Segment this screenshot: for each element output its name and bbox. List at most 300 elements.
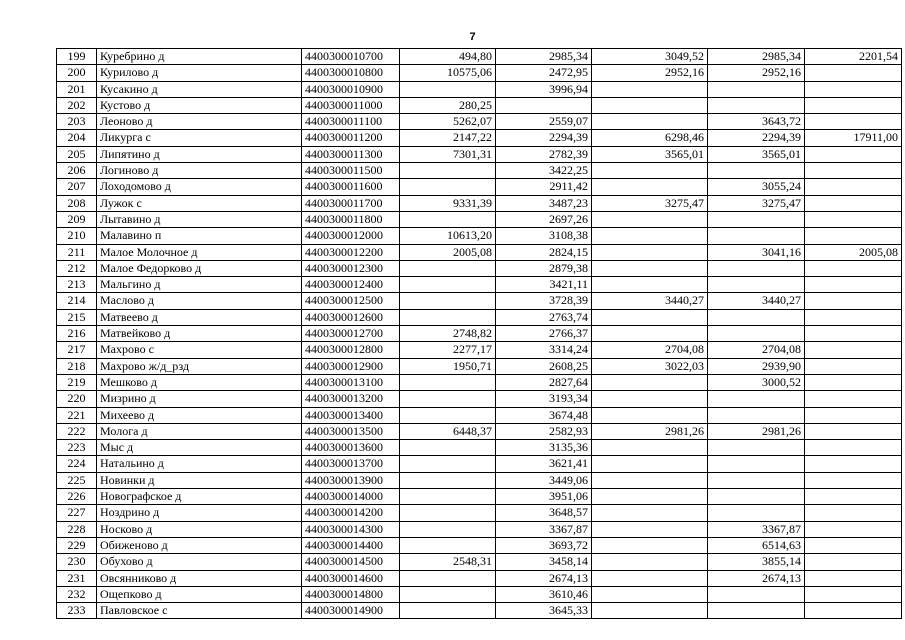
- settlement-name: Липятино д: [97, 146, 302, 162]
- value-col-5: 2559,07: [496, 114, 592, 130]
- row-number: 232: [57, 586, 97, 602]
- settlement-code: 4400300010900: [302, 81, 400, 97]
- settlement-name: Мальгино д: [97, 277, 302, 293]
- row-number: 211: [57, 244, 97, 260]
- value-col-5: 3135,36: [496, 440, 592, 456]
- value-col-7: [708, 440, 805, 456]
- value-col-6: [592, 228, 708, 244]
- settlement-name: Куребрино д: [97, 49, 302, 65]
- row-number: 202: [57, 97, 97, 113]
- settlement-code: 4400300011600: [302, 179, 400, 195]
- value-col-7: [708, 228, 805, 244]
- value-col-8: [805, 505, 902, 521]
- settlement-code: 4400300012200: [302, 244, 400, 260]
- value-col-7: [708, 407, 805, 423]
- settlement-code: 4400300011300: [302, 146, 400, 162]
- value-col-5: 3610,46: [496, 586, 592, 602]
- value-col-4: [400, 374, 496, 390]
- value-col-6: 3049,52: [592, 49, 708, 65]
- value-col-4: 2277,17: [400, 342, 496, 358]
- row-number: 227: [57, 505, 97, 521]
- value-col-6: [592, 163, 708, 179]
- value-col-5: 3458,14: [496, 554, 592, 570]
- value-col-7: 3367,87: [708, 521, 805, 537]
- settlement-code: 4400300011800: [302, 211, 400, 227]
- value-col-6: [592, 114, 708, 130]
- value-col-7: [708, 163, 805, 179]
- row-number: 218: [57, 358, 97, 374]
- value-col-6: 2981,26: [592, 423, 708, 439]
- settlement-code: 4400300011500: [302, 163, 400, 179]
- value-col-5: 2294,39: [496, 130, 592, 146]
- settlement-code: 4400300014600: [302, 570, 400, 586]
- settlement-name: Носково д: [97, 521, 302, 537]
- value-col-5: 2911,42: [496, 179, 592, 195]
- value-col-7: 3275,47: [708, 195, 805, 211]
- settlement-name: Курилово д: [97, 65, 302, 81]
- value-col-5: 3449,06: [496, 472, 592, 488]
- value-col-4: [400, 489, 496, 505]
- table-row: [57, 49, 902, 65]
- value-col-5: 3621,41: [496, 456, 592, 472]
- value-col-8: [805, 211, 902, 227]
- settlement-code: 4400300013400: [302, 407, 400, 423]
- value-col-7: 3041,16: [708, 244, 805, 260]
- value-col-5: 3193,34: [496, 391, 592, 407]
- settlement-code: 4400300013700: [302, 456, 400, 472]
- value-col-6: [592, 326, 708, 342]
- value-col-6: 3022,03: [592, 358, 708, 374]
- value-col-7: [708, 211, 805, 227]
- table-row: [57, 81, 902, 97]
- row-number: 220: [57, 391, 97, 407]
- value-col-5: 3314,24: [496, 342, 592, 358]
- value-col-7: 3440,27: [708, 293, 805, 309]
- value-col-4: 280,25: [400, 97, 496, 113]
- value-col-8: [805, 97, 902, 113]
- value-col-4: [400, 260, 496, 276]
- value-col-8: [805, 163, 902, 179]
- value-col-7: 2939,90: [708, 358, 805, 374]
- table-row: [57, 440, 902, 456]
- settlement-name: Молога д: [97, 423, 302, 439]
- row-number: 226: [57, 489, 97, 505]
- table-row: [57, 163, 902, 179]
- value-col-8: [805, 179, 902, 195]
- row-number: 223: [57, 440, 97, 456]
- settlement-name: Матвеево д: [97, 309, 302, 325]
- table-row: [57, 179, 902, 195]
- row-number: 203: [57, 114, 97, 130]
- value-col-4: [400, 537, 496, 553]
- value-col-8: [805, 309, 902, 325]
- settlement-code: 4400300013100: [302, 374, 400, 390]
- table-row: [57, 358, 902, 374]
- value-col-8: [805, 114, 902, 130]
- value-col-5: 3422,25: [496, 163, 592, 179]
- value-col-5: 3421,11: [496, 277, 592, 293]
- value-col-6: [592, 472, 708, 488]
- value-col-4: 10575,06: [400, 65, 496, 81]
- value-col-6: 3275,47: [592, 195, 708, 211]
- value-col-4: [400, 586, 496, 602]
- value-col-5: 2472,95: [496, 65, 592, 81]
- value-col-4: [400, 505, 496, 521]
- row-number: 215: [57, 309, 97, 325]
- value-col-6: [592, 244, 708, 260]
- value-col-6: 6298,46: [592, 130, 708, 146]
- value-col-6: 2704,08: [592, 342, 708, 358]
- settlement-code: 4400300014200: [302, 505, 400, 521]
- table-row: [57, 407, 902, 423]
- settlement-name: Махрово с: [97, 342, 302, 358]
- settlement-name: Кусакино д: [97, 81, 302, 97]
- value-col-5: 3728,39: [496, 293, 592, 309]
- table-row: [57, 195, 902, 211]
- table-row: [57, 244, 902, 260]
- row-number: 199: [57, 49, 97, 65]
- table-row: [57, 309, 902, 325]
- value-col-7: 3643,72: [708, 114, 805, 130]
- settlement-code: 4400300014000: [302, 489, 400, 505]
- value-col-6: [592, 260, 708, 276]
- value-col-5: 3648,57: [496, 505, 592, 521]
- settlement-name: Кустово д: [97, 97, 302, 113]
- settlement-code: 4400300014300: [302, 521, 400, 537]
- value-col-5: 2608,25: [496, 358, 592, 374]
- value-col-8: [805, 391, 902, 407]
- value-col-4: [400, 440, 496, 456]
- settlement-name: Лоходомово д: [97, 179, 302, 195]
- row-number: 213: [57, 277, 97, 293]
- value-col-8: [805, 228, 902, 244]
- value-col-8: [805, 342, 902, 358]
- settlement-code: 4400300011200: [302, 130, 400, 146]
- settlement-code: 4400300011100: [302, 114, 400, 130]
- row-number: 225: [57, 472, 97, 488]
- value-col-4: 2548,31: [400, 554, 496, 570]
- row-number: 205: [57, 146, 97, 162]
- settlement-name: Ноздрино д: [97, 505, 302, 521]
- value-col-4: [400, 391, 496, 407]
- value-col-6: [592, 554, 708, 570]
- table-row: [57, 586, 902, 602]
- value-col-7: 2985,34: [708, 49, 805, 65]
- row-number: 221: [57, 407, 97, 423]
- settlement-name: Леоново д: [97, 114, 302, 130]
- row-number: 207: [57, 179, 97, 195]
- value-col-8: [805, 570, 902, 586]
- value-col-6: [592, 603, 708, 619]
- value-col-4: [400, 81, 496, 97]
- settlement-code: 4400300013600: [302, 440, 400, 456]
- settlement-name: Малое Молочное д: [97, 244, 302, 260]
- table-row: [57, 570, 902, 586]
- settlement-name: Овсянниково д: [97, 570, 302, 586]
- value-col-7: [708, 505, 805, 521]
- table-row: [57, 97, 902, 113]
- value-col-7: [708, 97, 805, 113]
- settlement-code: 4400300012700: [302, 326, 400, 342]
- value-col-4: 494,80: [400, 49, 496, 65]
- value-col-8: [805, 456, 902, 472]
- settlement-code: 4400300012000: [302, 228, 400, 244]
- value-col-7: [708, 391, 805, 407]
- value-col-4: 1950,71: [400, 358, 496, 374]
- value-col-6: [592, 489, 708, 505]
- settlement-name: Мыс д: [97, 440, 302, 456]
- settlement-name: Малое Федорково д: [97, 260, 302, 276]
- settlement-code: 4400300014400: [302, 537, 400, 553]
- value-col-8: [805, 146, 902, 162]
- table-row: [57, 603, 902, 619]
- row-number: 219: [57, 374, 97, 390]
- value-col-5: 2763,74: [496, 309, 592, 325]
- value-col-8: 17911,00: [805, 130, 902, 146]
- value-col-7: 3055,24: [708, 179, 805, 195]
- value-col-6: [592, 97, 708, 113]
- value-col-6: [592, 374, 708, 390]
- value-col-4: [400, 277, 496, 293]
- settlement-code: 4400300012400: [302, 277, 400, 293]
- value-col-4: [400, 309, 496, 325]
- settlement-code: 4400300012900: [302, 358, 400, 374]
- value-col-5: 3996,94: [496, 81, 592, 97]
- settlement-name: Маслово д: [97, 293, 302, 309]
- row-number: 208: [57, 195, 97, 211]
- value-col-7: [708, 81, 805, 97]
- value-col-7: 3000,52: [708, 374, 805, 390]
- value-col-5: 3674,48: [496, 407, 592, 423]
- value-col-5: 2824,15: [496, 244, 592, 260]
- value-col-5: 3367,87: [496, 521, 592, 537]
- value-col-8: [805, 81, 902, 97]
- value-col-6: [592, 537, 708, 553]
- value-col-7: [708, 456, 805, 472]
- row-number: 230: [57, 554, 97, 570]
- settlement-name: Матвейково д: [97, 326, 302, 342]
- value-col-4: 10613,20: [400, 228, 496, 244]
- value-col-6: [592, 81, 708, 97]
- settlement-code: 4400300012600: [302, 309, 400, 325]
- settlement-name: Новинки д: [97, 472, 302, 488]
- settlement-code: 4400300012300: [302, 260, 400, 276]
- value-col-8: 2005,08: [805, 244, 902, 260]
- value-col-8: [805, 554, 902, 570]
- value-col-5: [496, 97, 592, 113]
- settlement-name: Мизрино д: [97, 391, 302, 407]
- settlement-name: Михеево д: [97, 407, 302, 423]
- table-row: [57, 391, 902, 407]
- row-number: 201: [57, 81, 97, 97]
- value-col-6: [592, 211, 708, 227]
- value-col-6: [592, 309, 708, 325]
- value-col-4: [400, 163, 496, 179]
- page-number: 7: [469, 31, 476, 43]
- settlement-name: Лужок с: [97, 195, 302, 211]
- value-col-4: [400, 211, 496, 227]
- value-col-7: 3855,14: [708, 554, 805, 570]
- value-col-4: [400, 407, 496, 423]
- settlement-code: 4400300013900: [302, 472, 400, 488]
- row-number: 217: [57, 342, 97, 358]
- row-number: 231: [57, 570, 97, 586]
- settlement-name: Малавино п: [97, 228, 302, 244]
- value-col-7: 2704,08: [708, 342, 805, 358]
- table-row: [57, 277, 902, 293]
- value-col-4: 2147,22: [400, 130, 496, 146]
- value-col-6: [592, 505, 708, 521]
- value-col-8: [805, 293, 902, 309]
- value-col-7: [708, 309, 805, 325]
- value-col-6: [592, 179, 708, 195]
- table-row: [57, 114, 902, 130]
- row-number: 206: [57, 163, 97, 179]
- row-number: 212: [57, 260, 97, 276]
- settlement-name: Новографское д: [97, 489, 302, 505]
- settlement-code: 4400300011700: [302, 195, 400, 211]
- table-row: [57, 146, 902, 162]
- value-col-6: [592, 440, 708, 456]
- settlement-code: 4400300012800: [302, 342, 400, 358]
- row-number: 228: [57, 521, 97, 537]
- value-col-4: [400, 570, 496, 586]
- value-col-4: 9331,39: [400, 195, 496, 211]
- value-col-8: [805, 603, 902, 619]
- value-col-8: [805, 277, 902, 293]
- value-col-7: [708, 472, 805, 488]
- table-row: [57, 374, 902, 390]
- value-col-5: 2674,13: [496, 570, 592, 586]
- value-col-4: 2005,08: [400, 244, 496, 260]
- value-col-7: 6514,63: [708, 537, 805, 553]
- row-number: 229: [57, 537, 97, 553]
- table-row: [57, 260, 902, 276]
- row-number: 209: [57, 211, 97, 227]
- settlement-code: 4400300011000: [302, 97, 400, 113]
- value-col-5: 2582,93: [496, 423, 592, 439]
- value-col-6: 3565,01: [592, 146, 708, 162]
- value-col-6: [592, 586, 708, 602]
- settlement-name: Ощепково д: [97, 586, 302, 602]
- settlement-code: 4400300010800: [302, 65, 400, 81]
- value-col-4: [400, 179, 496, 195]
- value-col-7: 3565,01: [708, 146, 805, 162]
- value-col-7: [708, 326, 805, 342]
- value-col-8: [805, 423, 902, 439]
- table-row: [57, 489, 902, 505]
- settlement-name: Павловское с: [97, 603, 302, 619]
- table-row: [57, 342, 902, 358]
- value-col-8: [805, 326, 902, 342]
- value-col-4: [400, 521, 496, 537]
- value-col-7: 2294,39: [708, 130, 805, 146]
- settlement-code: 4400300013200: [302, 391, 400, 407]
- value-col-8: [805, 195, 902, 211]
- value-col-7: [708, 586, 805, 602]
- value-col-5: 2766,37: [496, 326, 592, 342]
- value-col-5: 3487,23: [496, 195, 592, 211]
- settlement-name: Ликурга с: [97, 130, 302, 146]
- value-col-4: [400, 472, 496, 488]
- value-col-6: [592, 391, 708, 407]
- row-number: 216: [57, 326, 97, 342]
- value-col-4: 7301,31: [400, 146, 496, 162]
- settlement-name: Мешково д: [97, 374, 302, 390]
- row-number: 224: [57, 456, 97, 472]
- value-col-8: [805, 260, 902, 276]
- settlement-name: Обиженово д: [97, 537, 302, 553]
- value-col-5: 2827,64: [496, 374, 592, 390]
- value-col-7: [708, 489, 805, 505]
- table-row: [57, 65, 902, 81]
- value-col-6: 3440,27: [592, 293, 708, 309]
- value-col-6: [592, 456, 708, 472]
- data-table: [56, 48, 902, 619]
- settlement-code: 4400300010700: [302, 49, 400, 65]
- settlement-name: Обухово д: [97, 554, 302, 570]
- row-number: 200: [57, 65, 97, 81]
- settlement-name: Натальино д: [97, 456, 302, 472]
- value-col-5: 2782,39: [496, 146, 592, 162]
- table-row: [57, 130, 902, 146]
- value-col-5: 2985,34: [496, 49, 592, 65]
- value-col-8: [805, 472, 902, 488]
- value-col-4: [400, 293, 496, 309]
- value-col-8: [805, 440, 902, 456]
- settlement-code: 4400300014500: [302, 554, 400, 570]
- table-row: [57, 505, 902, 521]
- value-col-7: 2981,26: [708, 423, 805, 439]
- value-col-8: [805, 374, 902, 390]
- value-col-8: [805, 358, 902, 374]
- row-number: 233: [57, 603, 97, 619]
- table-row: [57, 293, 902, 309]
- value-col-6: [592, 521, 708, 537]
- value-col-5: 2879,38: [496, 260, 592, 276]
- value-col-8: [805, 586, 902, 602]
- value-col-8: 2201,54: [805, 49, 902, 65]
- value-col-8: [805, 537, 902, 553]
- value-col-4: 2748,82: [400, 326, 496, 342]
- value-col-7: [708, 277, 805, 293]
- value-col-4: [400, 603, 496, 619]
- value-col-8: [805, 407, 902, 423]
- row-number: 204: [57, 130, 97, 146]
- table-body: [57, 49, 902, 619]
- table-row: [57, 472, 902, 488]
- settlement-code: 4400300014900: [302, 603, 400, 619]
- table-row: [57, 228, 902, 244]
- value-col-7: [708, 603, 805, 619]
- table-row: [57, 326, 902, 342]
- value-col-6: 2952,16: [592, 65, 708, 81]
- table-row: [57, 554, 902, 570]
- settlement-name: Логиново д: [97, 163, 302, 179]
- value-col-5: 3693,72: [496, 537, 592, 553]
- settlement-name: Махрово ж/д_рзд: [97, 358, 302, 374]
- value-col-4: 5262,07: [400, 114, 496, 130]
- settlement-code: 4400300013500: [302, 423, 400, 439]
- value-col-6: [592, 277, 708, 293]
- row-number: 222: [57, 423, 97, 439]
- value-col-7: 2952,16: [708, 65, 805, 81]
- value-col-8: [805, 521, 902, 537]
- value-col-6: [592, 407, 708, 423]
- table-row: [57, 521, 902, 537]
- table-row: [57, 456, 902, 472]
- value-col-8: [805, 65, 902, 81]
